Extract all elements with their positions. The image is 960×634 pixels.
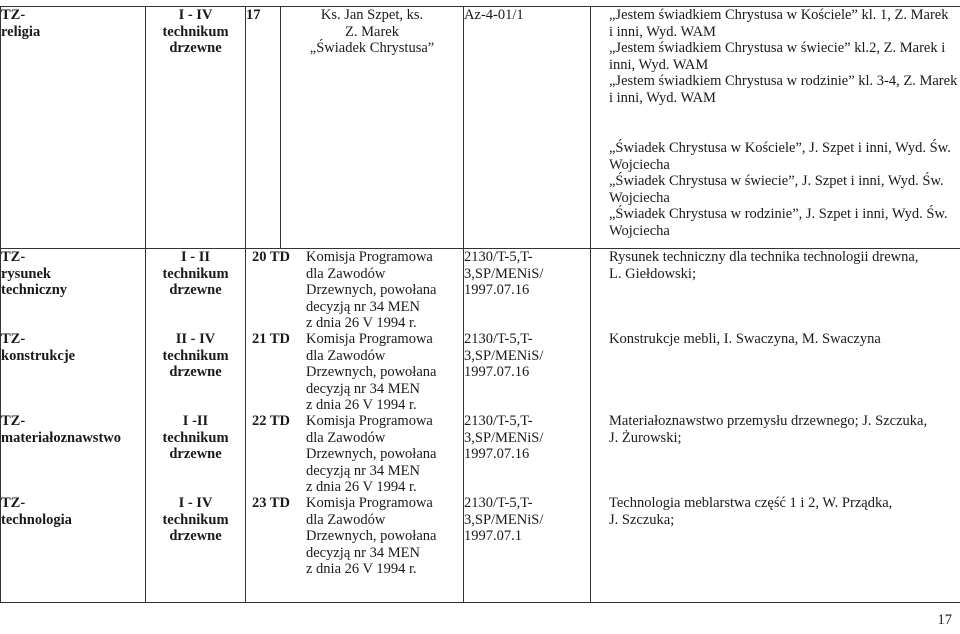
hours-cell: 17 (246, 7, 281, 249)
course-line: technologia (1, 511, 72, 528)
program-line: dla Zawodów (306, 511, 386, 528)
program-line: Komisja Programowa (306, 495, 433, 511)
program-line: dla Zawodów (306, 265, 386, 282)
years-cell (146, 7, 246, 249)
approval-line: 1997.07.1 (464, 528, 522, 544)
book-entry (609, 331, 960, 413)
book-line: Technologia meblarstwa część 1 i 2, W. Prządka, (609, 495, 893, 511)
years-line: drzewne (169, 528, 222, 544)
course-line: TZ- (1, 249, 26, 265)
books-cell (591, 249, 960, 603)
book-line: „Świadek Chrystusa w Kościele”, J. Szpet i inni, Wyd. Św. (609, 140, 951, 156)
table-row (1, 249, 960, 603)
program-line: Z. Marek (345, 23, 399, 40)
book-entry (591, 73, 960, 106)
book-line: „Jestem świadkiem Chrystusa w Kościele” kl. 1, Z. Marek (609, 7, 949, 23)
program-line: decyzją nr 34 MEN (306, 380, 420, 397)
years-group (146, 249, 245, 331)
years-line: II - IV (175, 331, 216, 347)
book-line: „Jestem świadkiem Chrystusa w świecie” kl.2, Z. Marek i (609, 40, 946, 56)
course-line: konstrukcje (1, 347, 76, 364)
program-text (306, 331, 436, 413)
book-entry (609, 413, 960, 495)
book-line: Konstrukcje mebli, I. Swaczyna, M. Swaczyna (609, 331, 881, 347)
approval-group (464, 495, 590, 545)
years-line: I - IV (178, 495, 213, 511)
book-entry (591, 40, 960, 73)
approval-line: 3,SP/MENiS/ (464, 429, 544, 446)
approval-line: 3,SP/MENiS/ (464, 511, 544, 528)
program-group (252, 495, 463, 578)
approval-line: 3,SP/MENiS/ (464, 347, 544, 364)
book-line: Wojciecha (609, 222, 670, 239)
program-line: z dnia 26 V 1994 r. (306, 561, 417, 577)
course-group (1, 413, 145, 495)
program-line: decyzją nr 34 MEN (306, 462, 420, 479)
book-line: Materiałoznawstwo przemysłu drzewnego; J. Szczuka, (609, 413, 928, 429)
program-line: Drzewnych, powołana (306, 282, 437, 298)
program-line: z dnia 26 V 1994 r. (306, 397, 417, 413)
book-line: i inni, Wyd. WAM (609, 23, 716, 40)
program-line: dla Zawodów (306, 347, 386, 364)
program-cell (246, 249, 464, 603)
years-line: I - II (180, 249, 210, 265)
approval-cell (464, 249, 591, 603)
program-line: Drzewnych, powołana (306, 528, 437, 544)
years-line: drzewne (169, 364, 222, 380)
approval-line: 1997.07.16 (464, 282, 530, 298)
years-group (146, 331, 245, 413)
approval-line: 2130/T-5,T- (464, 495, 533, 511)
course-line: techniczny (1, 282, 68, 298)
table-row (1, 7, 960, 249)
approval-line: 2130/T-5,T- (464, 331, 533, 347)
book-line: „Świadek Chrystusa w świecie”, J. Szpet i inni, Wyd. Św. (609, 173, 944, 189)
years-line: drzewne (169, 40, 222, 56)
spacer (591, 123, 960, 140)
years-line: technikum (162, 511, 229, 528)
course-line: TZ- (1, 495, 26, 511)
book-line: J. Żurowski; (609, 429, 682, 446)
spacer (591, 106, 960, 123)
approval-line: 1997.07.16 (464, 446, 530, 462)
book-entry (591, 173, 960, 206)
approval-group (464, 331, 590, 413)
program-line: Ks. Jan Szpet, ks. (320, 7, 424, 23)
program-line: Komisja Programowa (306, 249, 433, 265)
program-line: Drzewnych, powołana (306, 364, 437, 380)
course-group (1, 331, 145, 413)
course-cell (1, 249, 146, 603)
program-group (252, 413, 463, 495)
approval-cell: Az-4-01/1 (464, 7, 591, 249)
program-line: z dnia 26 V 1994 r. (306, 479, 417, 495)
hours-value: 22 TD (252, 413, 291, 429)
hours-value: 23 TD (252, 495, 291, 511)
approval-group (464, 249, 590, 331)
approval-line: 3,SP/MENiS/ (464, 265, 544, 282)
program-line: Komisja Programowa (306, 413, 433, 429)
course-group (1, 495, 145, 528)
hours-value: 21 TD (252, 331, 291, 347)
program-line: Drzewnych, powołana (306, 446, 437, 462)
approval-line: 1997.07.16 (464, 364, 530, 380)
book-entry (591, 7, 960, 40)
books-cell (591, 7, 960, 249)
program-line: Komisja Programowa (306, 331, 433, 347)
years-cell (146, 249, 246, 603)
years-line: technikum (162, 23, 229, 40)
curriculum-table (0, 6, 960, 603)
years-line: drzewne (169, 282, 222, 298)
years-group (146, 495, 245, 545)
book-entry (609, 495, 960, 528)
years-line: I -II (182, 413, 209, 429)
approval-line: 2130/T-5,T- (464, 413, 533, 429)
book-line: „Jestem świadkiem Chrystusa w rodzinie” kl. 3-4, Z. Marek (609, 73, 958, 89)
course-line: TZ- (1, 7, 26, 23)
book-line: Wojciecha (609, 156, 670, 173)
program-text (306, 249, 436, 331)
program-group (252, 249, 463, 331)
years-line: drzewne (169, 446, 222, 462)
program-group (252, 331, 463, 413)
program-text (306, 495, 436, 578)
years-line: technikum (162, 347, 229, 364)
course-line: materiałoznawstwo (1, 429, 122, 446)
program-author-cell (281, 7, 464, 249)
book-line: inni, Wyd. WAM (609, 56, 709, 73)
program-line: decyzją nr 34 MEN (306, 544, 420, 561)
years-group (146, 413, 245, 495)
course-group (1, 249, 145, 331)
program-line: dla Zawodów (306, 429, 386, 446)
book-line: J. Szczuka; (609, 511, 675, 528)
book-entry (591, 140, 960, 173)
years-line: technikum (162, 429, 229, 446)
hours-value: 20 TD (252, 249, 291, 265)
book-line: i inni, Wyd. WAM (609, 89, 716, 106)
book-line: L. Giełdowski; (609, 265, 696, 282)
book-line: Rysunek techniczny dla technika technologii drewna, (609, 249, 919, 265)
years-line: technikum (162, 265, 229, 282)
program-text (306, 413, 436, 495)
book-entry (591, 206, 960, 239)
years-line: I - IV (178, 7, 213, 23)
course-cell (1, 7, 146, 249)
course-line: TZ- (1, 331, 26, 347)
program-line: „Świadek Chrystusa” (309, 40, 435, 56)
book-entry (609, 249, 960, 331)
approval-line: 2130/T-5,T- (464, 249, 533, 265)
page-number: 17 (937, 612, 952, 628)
course-line: rysunek (1, 265, 51, 282)
program-line: z dnia 26 V 1994 r. (306, 315, 417, 331)
book-line: Wojciecha (609, 189, 670, 206)
approval-group (464, 413, 590, 495)
book-line: „Świadek Chrystusa w rodzinie”, J. Szpet i inni, Wyd. Św. (609, 206, 948, 222)
course-line: TZ- (1, 413, 26, 429)
course-line: religia (1, 23, 41, 40)
program-line: decyzją nr 34 MEN (306, 298, 420, 315)
